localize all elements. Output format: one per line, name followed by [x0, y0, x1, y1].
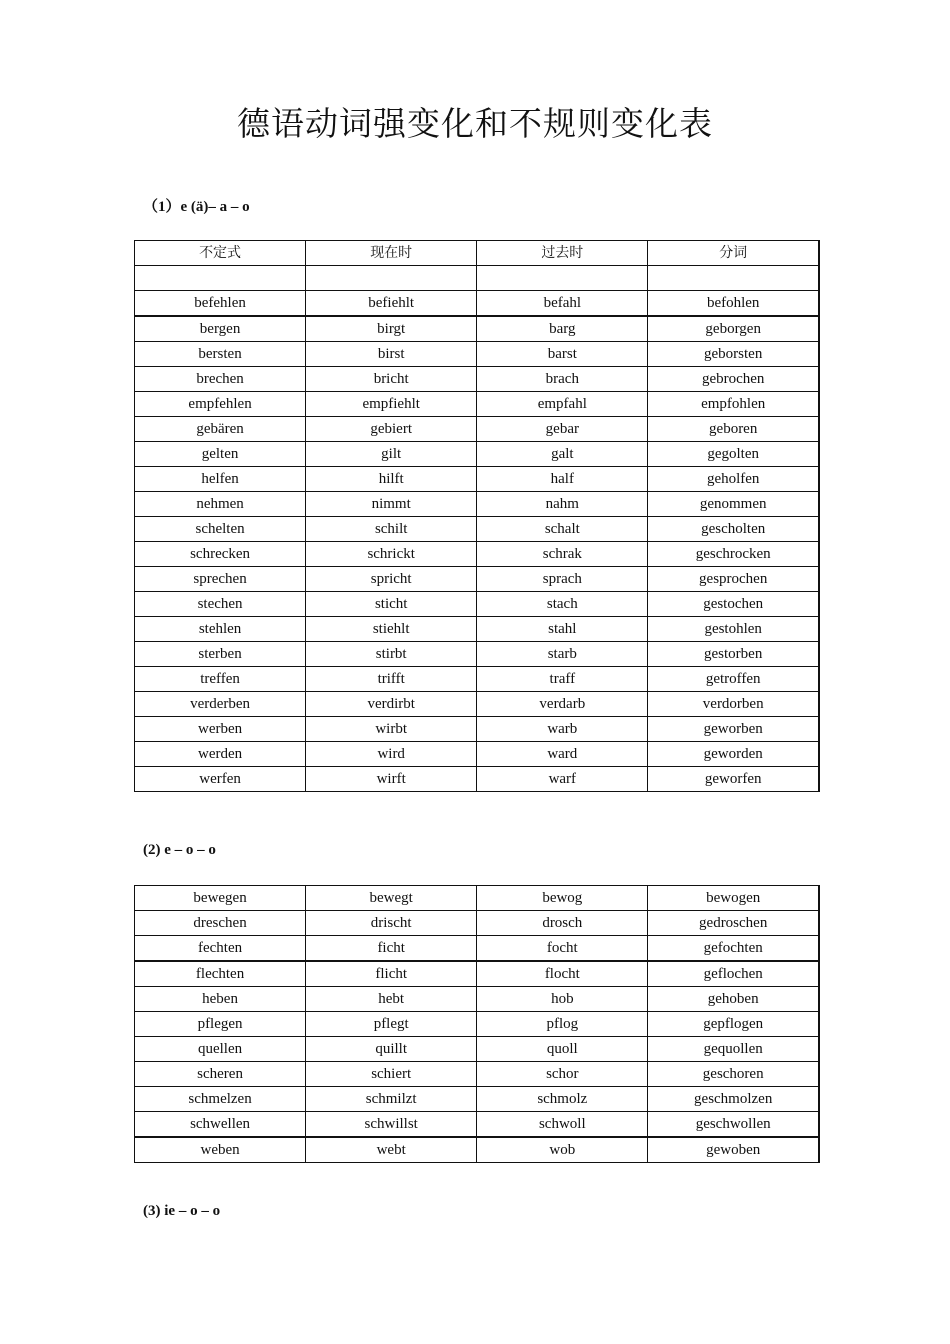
table-cell: bergen [135, 316, 306, 342]
table-cell: schmelzen [135, 1087, 306, 1112]
table-cell: spricht [306, 567, 477, 592]
table-cell: heben [135, 987, 306, 1012]
table-cell: ficht [306, 936, 477, 962]
table-cell: gelten [135, 442, 306, 467]
table-cell: sterben [135, 642, 306, 667]
table-cell: treffen [135, 667, 306, 692]
table-cell: bewog [477, 886, 648, 911]
table-cell: schor [477, 1062, 648, 1087]
table-cell: schmilzt [306, 1087, 477, 1112]
table-cell: gebar [477, 417, 648, 442]
table-cell: wirft [306, 767, 477, 792]
table-cell: gepflogen [648, 1012, 819, 1037]
table-cell: gegolten [648, 442, 819, 467]
table-cell: schelten [135, 517, 306, 542]
table-cell: befohlen [648, 291, 819, 317]
table-cell: schwellen [135, 1112, 306, 1138]
table-cell: warb [477, 717, 648, 742]
table-row [135, 886, 820, 911]
table-cell: sticht [306, 592, 477, 617]
table-cell: gestohlen [648, 617, 819, 642]
table-cell: trifft [306, 667, 477, 692]
table-cell: gilt [306, 442, 477, 467]
table-row [135, 1137, 820, 1163]
column-header: 不定式 [135, 241, 306, 266]
table-cell: geholfen [648, 467, 819, 492]
table-cell: geschwollen [648, 1112, 819, 1138]
table-cell: getroffen [648, 667, 819, 692]
table-cell: pflog [477, 1012, 648, 1037]
table-cell: gestorben [648, 642, 819, 667]
table-cell: stechen [135, 592, 306, 617]
table-cell: ward [477, 742, 648, 767]
table-cell: empfahl [477, 392, 648, 417]
table-cell: gebiert [306, 417, 477, 442]
table-row [135, 442, 820, 467]
table-cell: warf [477, 767, 648, 792]
table-cell: helfen [135, 467, 306, 492]
section-heading-1: （1）e (ä)– a – o [143, 199, 250, 215]
table-cell: wird [306, 742, 477, 767]
table-cell: geschoren [648, 1062, 819, 1087]
table-row [135, 417, 820, 442]
table-cell: gehoben [648, 987, 819, 1012]
table-cell: birgt [306, 316, 477, 342]
table-cell: stirbt [306, 642, 477, 667]
table-row [135, 961, 820, 987]
table-row [135, 692, 820, 717]
table-row [135, 642, 820, 667]
table-cell: hebt [306, 987, 477, 1012]
table-cell: werden [135, 742, 306, 767]
table-cell: quoll [477, 1037, 648, 1062]
table-cell: verdorben [648, 692, 819, 717]
table-cell: empfiehlt [306, 392, 477, 417]
table-row [135, 492, 820, 517]
blank-cell [648, 266, 819, 291]
table-cell: schiert [306, 1062, 477, 1087]
table-header-row [135, 241, 820, 266]
table-row [135, 517, 820, 542]
table-cell: bewegen [135, 886, 306, 911]
column-header: 分词 [648, 241, 819, 266]
table-cell: flechten [135, 961, 306, 987]
table-cell: schwoll [477, 1112, 648, 1138]
table-cell: gebrochen [648, 367, 819, 392]
table-cell: nehmen [135, 492, 306, 517]
verb-table-section-1 [134, 240, 820, 792]
table-cell: geschrocken [648, 542, 819, 567]
table-row [135, 667, 820, 692]
table-cell: schilt [306, 517, 477, 542]
table-cell: befiehlt [306, 291, 477, 317]
table-cell: genommen [648, 492, 819, 517]
table-cell: quellen [135, 1037, 306, 1062]
table-row [135, 767, 820, 792]
table-cell: focht [477, 936, 648, 962]
table-cell: pflegen [135, 1012, 306, 1037]
table-cell: barst [477, 342, 648, 367]
table-cell: scheren [135, 1062, 306, 1087]
table-cell: nimmt [306, 492, 477, 517]
table-row [135, 291, 820, 317]
table-cell: flicht [306, 961, 477, 987]
blank-row [135, 266, 820, 291]
table-cell: empfohlen [648, 392, 819, 417]
blank-cell [135, 266, 306, 291]
table-cell: dreschen [135, 911, 306, 936]
table-cell: geborgen [648, 316, 819, 342]
table-cell: drosch [477, 911, 648, 936]
table-cell: schwillst [306, 1112, 477, 1138]
table-row [135, 316, 820, 342]
table-cell: hilft [306, 467, 477, 492]
table-cell: sprechen [135, 567, 306, 592]
table-cell: gestochen [648, 592, 819, 617]
table-cell: verdirbt [306, 692, 477, 717]
table-row [135, 987, 820, 1012]
table-cell: befehlen [135, 291, 306, 317]
table-cell: stahl [477, 617, 648, 642]
table-cell: befahl [477, 291, 648, 317]
table-cell: galt [477, 442, 648, 467]
table-row [135, 717, 820, 742]
table-row [135, 342, 820, 367]
page-title: 德语动词强变化和不规则变化表 [237, 104, 713, 143]
table-cell: webt [306, 1137, 477, 1163]
table-row [135, 592, 820, 617]
table-cell: sprach [477, 567, 648, 592]
table-row [135, 1037, 820, 1062]
table-cell: gesprochen [648, 567, 819, 592]
table-row [135, 1087, 820, 1112]
table-cell: traff [477, 667, 648, 692]
table-cell: wob [477, 1137, 648, 1163]
table-cell: geborsten [648, 342, 819, 367]
column-header: 现在时 [306, 241, 477, 266]
table-cell: flocht [477, 961, 648, 987]
table-cell: fechten [135, 936, 306, 962]
table-cell: geboren [648, 417, 819, 442]
table-cell: bersten [135, 342, 306, 367]
table-cell: schmolz [477, 1087, 648, 1112]
table-cell: werben [135, 717, 306, 742]
table-cell: gequollen [648, 1037, 819, 1062]
table-cell: weben [135, 1137, 306, 1163]
table-cell: schalt [477, 517, 648, 542]
table-cell: geschmolzen [648, 1087, 819, 1112]
verb-table-section-2 [134, 885, 820, 1163]
section-heading-2: (2) e – o – o [143, 842, 216, 858]
table-row [135, 467, 820, 492]
table-cell: bricht [306, 367, 477, 392]
table-cell: hob [477, 987, 648, 1012]
table-row [135, 567, 820, 592]
table-cell: drischt [306, 911, 477, 936]
table-cell: nahm [477, 492, 648, 517]
table-row [135, 617, 820, 642]
table-row [135, 936, 820, 962]
table-cell: geworben [648, 717, 819, 742]
table-cell: gewoben [648, 1137, 819, 1163]
table-cell: schrickt [306, 542, 477, 567]
table-cell: brechen [135, 367, 306, 392]
section-heading-3: (3) ie – o – o [143, 1203, 221, 1219]
blank-cell [477, 266, 648, 291]
table-row [135, 1112, 820, 1138]
table-cell: geflochen [648, 961, 819, 987]
table-row [135, 367, 820, 392]
table-row [135, 742, 820, 767]
table-cell: gescholten [648, 517, 819, 542]
table-cell: brach [477, 367, 648, 392]
table-cell: barg [477, 316, 648, 342]
column-header: 过去时 [477, 241, 648, 266]
table-cell: verdarb [477, 692, 648, 717]
table-cell: half [477, 467, 648, 492]
table-cell: gedroschen [648, 911, 819, 936]
table-cell: stach [477, 592, 648, 617]
table-row [135, 1062, 820, 1087]
table-row [135, 542, 820, 567]
table-cell: werfen [135, 767, 306, 792]
table-cell: schrecken [135, 542, 306, 567]
table-cell: empfehlen [135, 392, 306, 417]
table-cell: stiehlt [306, 617, 477, 642]
table-cell: verderben [135, 692, 306, 717]
table-cell: geworfen [648, 767, 819, 792]
table-row [135, 911, 820, 936]
table-cell: schrak [477, 542, 648, 567]
table-cell: bewogen [648, 886, 819, 911]
table-cell: bewegt [306, 886, 477, 911]
table-cell: quillt [306, 1037, 477, 1062]
table-cell: wirbt [306, 717, 477, 742]
table-row [135, 1012, 820, 1037]
table-cell: gebären [135, 417, 306, 442]
table-cell: gefochten [648, 936, 819, 962]
blank-cell [306, 266, 477, 291]
table-cell: geworden [648, 742, 819, 767]
table-cell: pflegt [306, 1012, 477, 1037]
table-cell: birst [306, 342, 477, 367]
table-cell: stehlen [135, 617, 306, 642]
table-cell: starb [477, 642, 648, 667]
table-row [135, 392, 820, 417]
